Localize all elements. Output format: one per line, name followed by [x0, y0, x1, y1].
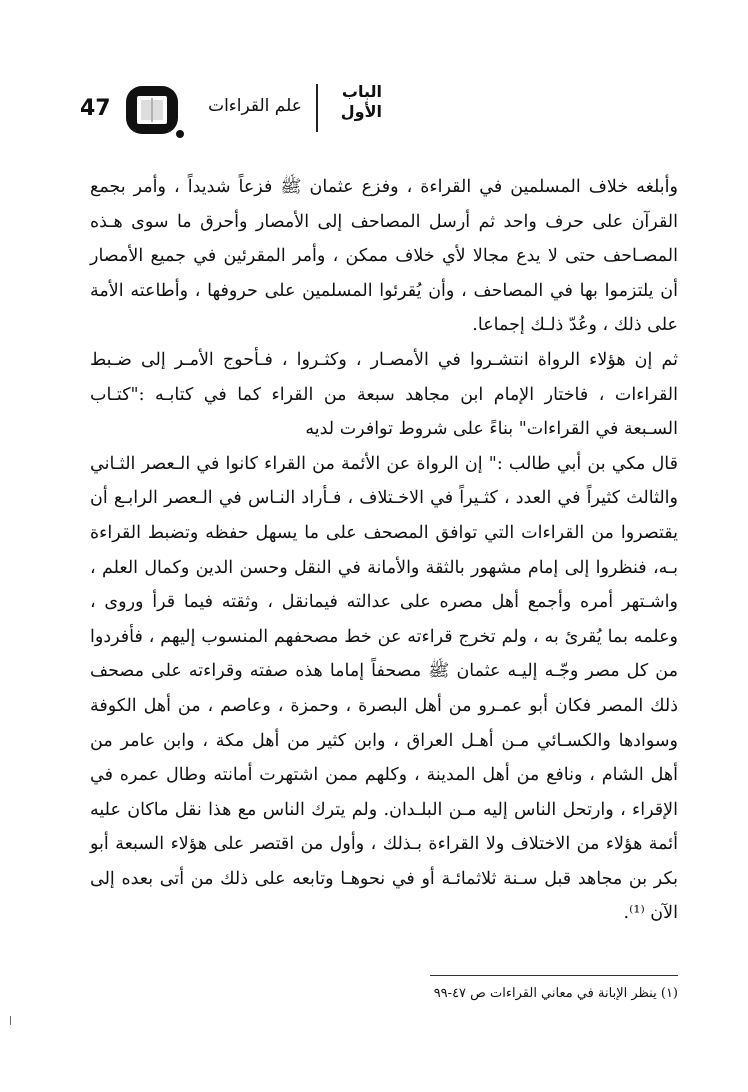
- chapter-label-line1: الباب: [341, 82, 382, 101]
- body-text: [90, 170, 678, 931]
- footnote-divider: [430, 975, 678, 976]
- footnote: (١) ينظر الإبانة في معاني القراءات ص ٤٧-٩٩: [433, 986, 678, 1001]
- book-emblem-icon: [122, 84, 188, 140]
- section-title: علم القراءات: [208, 96, 302, 116]
- page-header: [70, 78, 670, 148]
- chapter-label: [324, 82, 382, 122]
- paragraph-2: ثم إن هؤلاء الرواة انتشـروا في الأمصـار ، وكثـروا ، فـأحوج الأمـر إلى ضـبط القراءات ، فاختار الإمام ابن مجاهد سبعة من القراء كما في كتابـه :"كتـاب السـبعة في القراءات" بناءً على شروط توافرت لديه: [90, 349, 678, 440]
- page-number: 47: [80, 96, 111, 121]
- header-divider: [316, 84, 318, 132]
- chapter-label-line2: الأول: [340, 102, 382, 121]
- paragraph-3: قال مكي بن أبي طالب :" إن الرواة عن الأئمة من القراء كانوا في الـعصر الثـاني والثالث كثيراً في العدد ، كثـيراً في الاخـتلاف ، فـأراد النـاس في الـعصر الرابـع أن يقتصروا من القراءات التي توافق المصحف على ما يسهل حفظه وتضبط القراءة بـه، فنظروا إلى إمام مشهور بالثقة والأمانة في النقل وحسن الدين وكمال العلم ، واشـتهر أمره وأجمع أهل مصره على عدالته فيمانقل ، وثقته فيما قرأ وروى ، وعلمه بما يُقرئ به ، ولم تخرج قراءته عن خط مصحفهم المنسوب إليهم ، فأفردوا من كل مصر وجّـه إليـه عثمان ﷺ مصحفاً إماما هذه صفته وقراءته على مصحف ذلك المصر فكان أبو عمـرو من أهل البصرة ، وحمزة ، وعاصم ، من أهل الكوفة وسوادها والكسـائي مـن أهـل العراق ، وابن كثير من أهل مكة ، وابن عامر من أهل الشام ، ونافع من أهل المدينة ، وكلهم ممن اشتهرت أمانته وطال عمره في الإقراء ، وارتحل الناس إليه مـن البلـدان. ولم يترك الناس مع هذا نقل ماكان عليه أئمة هؤلاء من الاختلاف ولا القراءة بـذلك ، وأول من اقتصر على هؤلاء السبعة أبو بكر بن مجاهد قبل سـنة ثلاثمائـة أو في نحوهـا وتابعه على ذلك من أتى بعده إلى الآن ⁽¹⁾.: [90, 453, 678, 924]
- margin-mark: [10, 1016, 11, 1025]
- paragraph-1: وأبلغه خلاف المسلمين في القراءة ، وفزع عثمان ﷺ فزعاً شديداً ، وأمر بجمع القرآن على حرف واحد ثم أرسل المصاحف إلى الأمصار وأحرق ما سوى هـذه المصـاحف حتى لا يدع مجالا لأي خلاف ممكن ، وأمر المقرئين في جميع الأمصار أن يلتزموا بها في المصاحف ، وأن يُقرئوا المسلمين على حروفها ، وأطاعته الأمة على ذلك ، وعُدّ ذلـك إجماعا.: [90, 177, 678, 336]
